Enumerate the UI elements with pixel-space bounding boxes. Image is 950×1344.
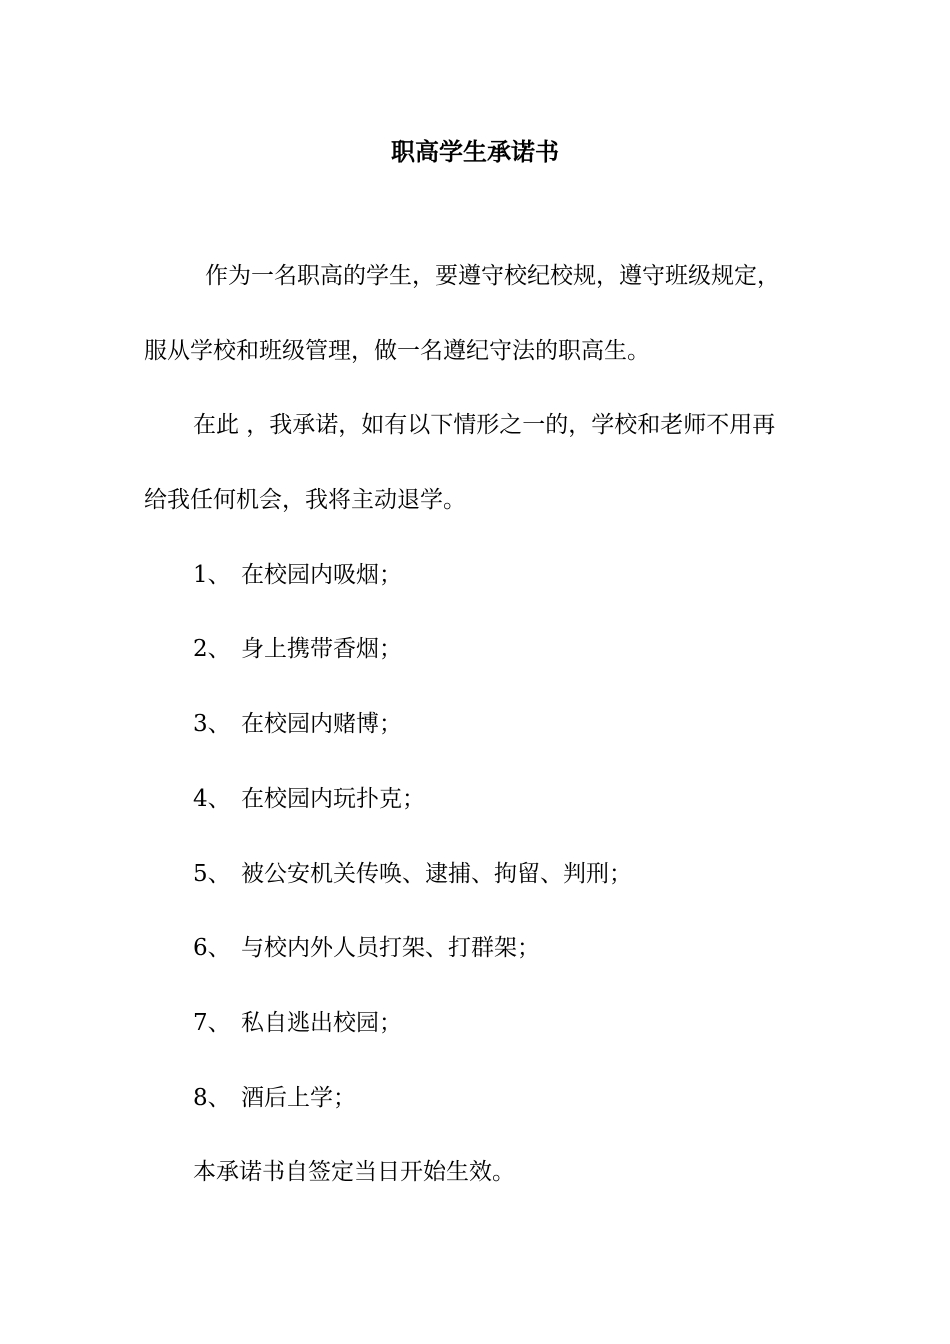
list-item-text: 在校园内玩扑克； (241, 786, 425, 812)
list-item-text: 在校园内赌博； (241, 711, 402, 737)
list-item-number: 4、 (193, 786, 231, 812)
list-item-text: 与校内外人员打架、打群架； (241, 935, 540, 961)
list-item-text: 酒后上学； (241, 1085, 356, 1111)
list-item-number: 5、 (193, 861, 231, 887)
document-title: 职高学生承诺书 (391, 137, 559, 166)
list-item-text: 身上携带香烟； (241, 636, 402, 662)
list-item-number: 6、 (193, 935, 231, 961)
list-item-number: 3、 (193, 711, 231, 737)
list-item-text: 在校园内吸烟； (241, 562, 402, 588)
paragraph1-line2: 服从学校和班级管理，做一名遵纪守法的职高生。 (144, 338, 650, 364)
list-item-number: 8、 (193, 1085, 231, 1111)
list-item-number: 7、 (193, 1010, 231, 1036)
paragraph2-line2: 给我任何机会，我将主动退学。 (144, 487, 466, 513)
list-item-text: 被公安机关传唤、逮捕、拘留、判刑； (241, 861, 632, 887)
paragraph2-line1: 在此 ，我承诺，如有以下情形之一的，学校和老师不用再 (193, 412, 776, 438)
closing-statement: 本承诺书自签定当日开始生效。 (193, 1159, 515, 1185)
paragraph1-line1: 作为一名职高的学生，要遵守校纪校规，遵守班级规定， (205, 263, 780, 289)
list-item-number: 2、 (193, 636, 231, 662)
list-item-number: 1、 (193, 562, 231, 588)
list-item-text: 私自逃出校园； (241, 1010, 402, 1036)
